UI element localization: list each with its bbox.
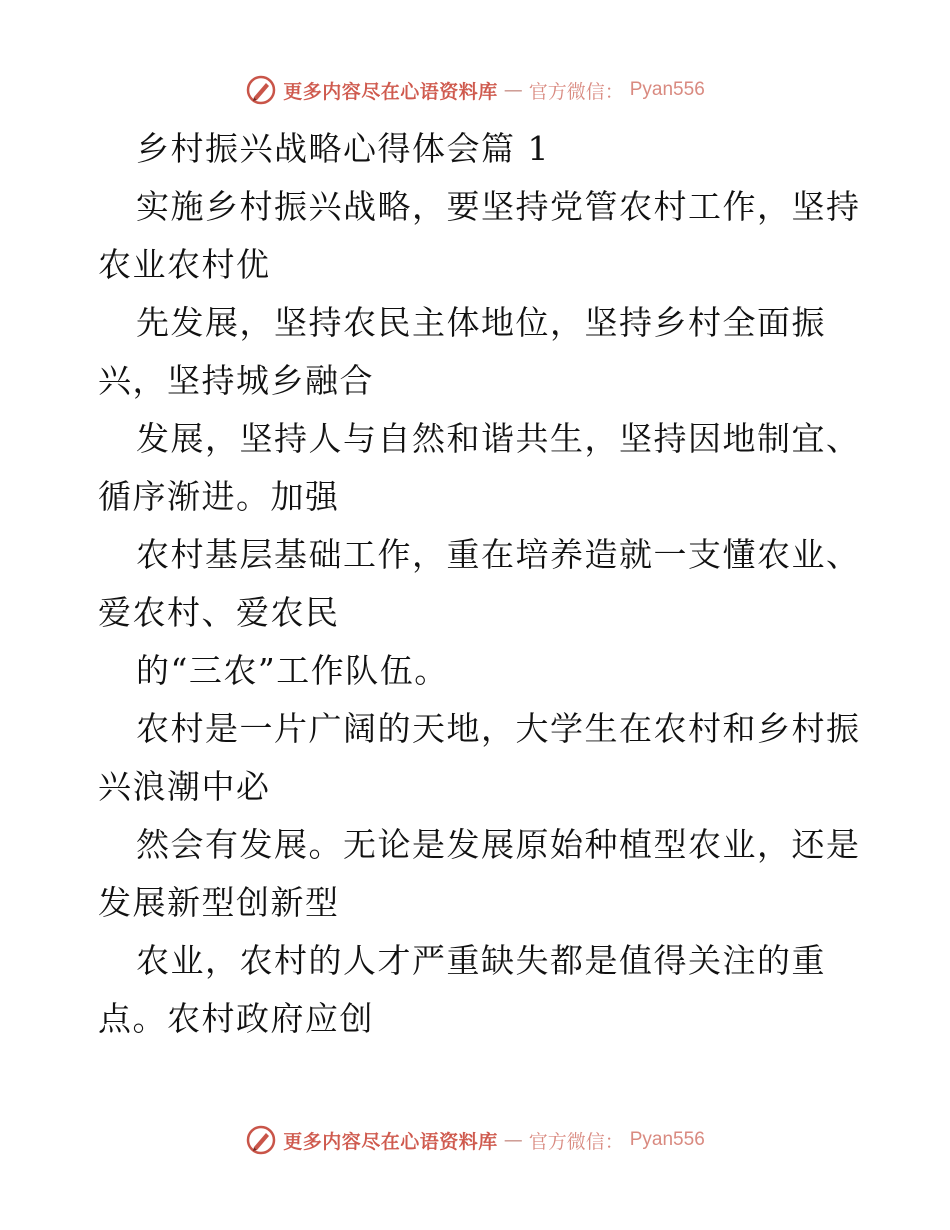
watermark-official-label: 官方微信： (528, 1130, 624, 1153)
text-line: 农业，农村的人才严重缺失都是值得关注的重 (136, 941, 826, 980)
text-line: 爱农村、爱农民 (98, 593, 340, 632)
watermark-brand: 更多内容尽在心语资料库 (283, 1130, 498, 1153)
text-line: 的“三农”工作队伍。 (136, 651, 449, 690)
text-line: 循序渐进。加强 (98, 477, 340, 516)
text-line: 兴浪潮中必 (98, 767, 271, 806)
watermark-official-label: 官方微信： (528, 80, 624, 103)
text-line: 先发展，坚持农民主体地位，坚持乡村全面振 (136, 303, 826, 342)
watermark-dash: — (503, 79, 523, 101)
watermark-wechat-id: Pyan556 (629, 1129, 705, 1150)
text-line: 实施乡村振兴战略，要坚持党管农村工作，坚持 (136, 187, 861, 226)
text-line: 然会有发展。无论是发展原始种植型农业，还是 (136, 825, 861, 864)
text-line: 发展新型创新型 (98, 883, 340, 922)
text-line: 发展，坚持人与自然和谐共生，坚持因地制宜、 (136, 419, 861, 458)
text-line: 农村是一片广阔的天地，大学生在农村和乡村振 (136, 709, 861, 748)
pen-logo-icon (245, 74, 277, 106)
watermark-wechat-id: Pyan556 (629, 79, 705, 100)
text-line: 兴，坚持城乡融合 (98, 361, 374, 400)
text-line: 农村基层基础工作，重在培养造就一支懂农业、 (136, 535, 861, 574)
text-line: 乡村振兴战略心得体会篇 1 (136, 129, 550, 168)
text-line: 点。农村政府应创 (98, 999, 374, 1038)
watermark-dash: — (503, 1129, 523, 1151)
document-body (98, 120, 861, 1048)
watermark-brand: 更多内容尽在心语资料库 (283, 80, 498, 103)
pen-logo-icon (245, 1124, 277, 1156)
header-watermark (0, 70, 950, 110)
footer-watermark (0, 1120, 950, 1160)
text-line: 农业农村优 (98, 245, 271, 284)
